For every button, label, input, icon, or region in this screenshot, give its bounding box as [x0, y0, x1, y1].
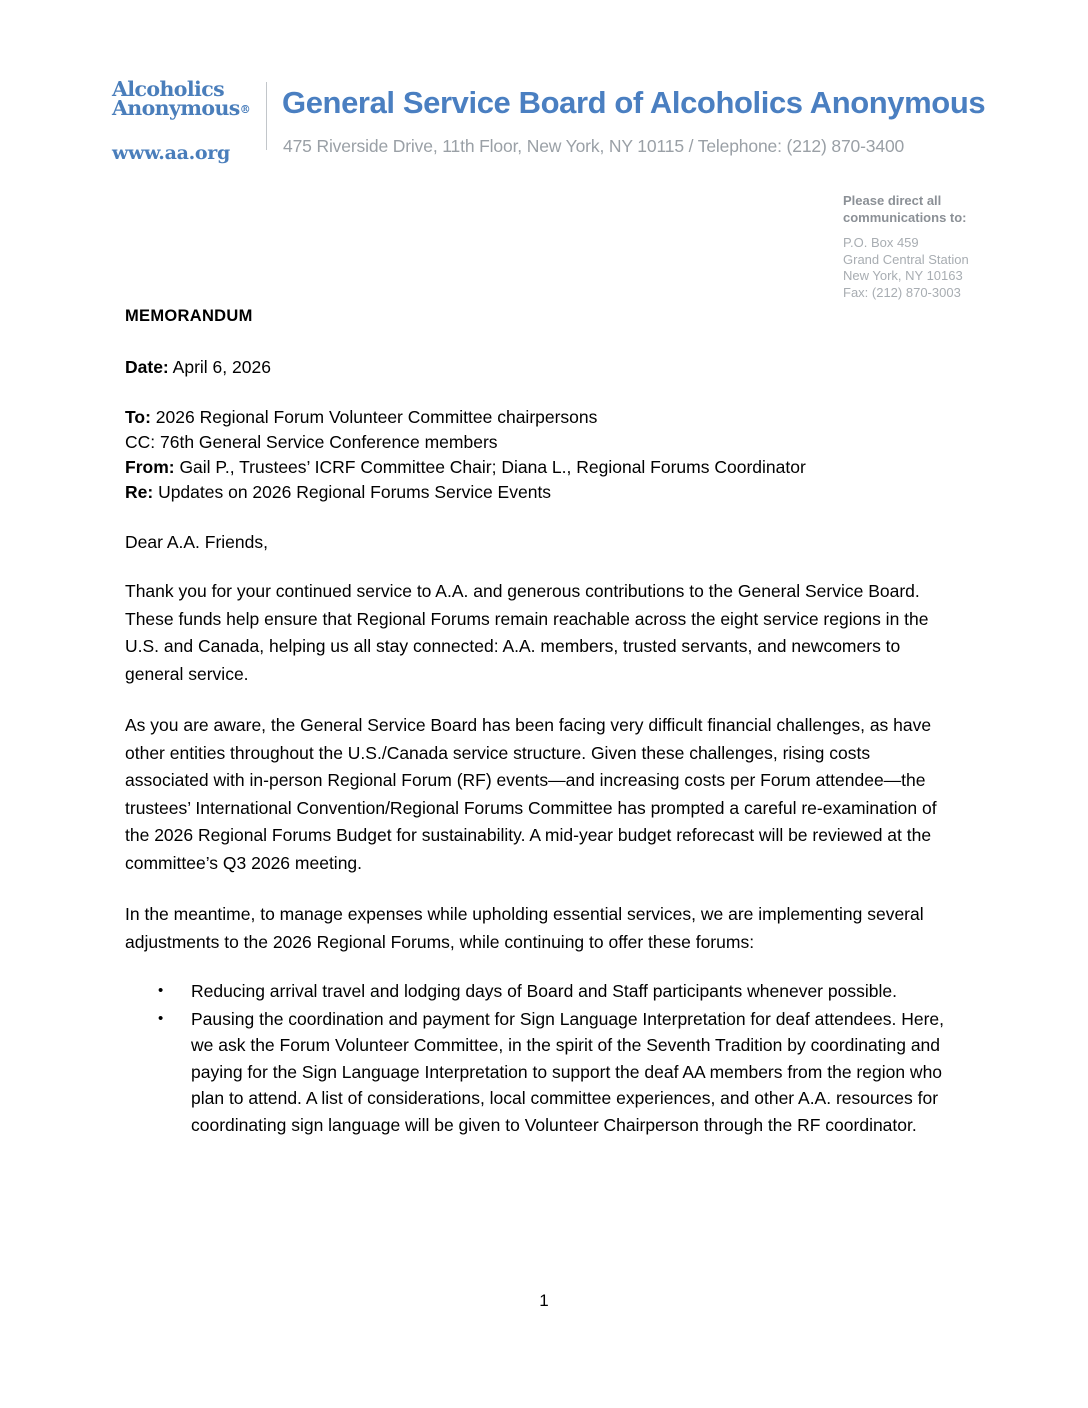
memo-re-line — [125, 480, 955, 505]
memo-date-value: April 6, 2026 — [168, 357, 271, 377]
letterhead — [0, 77, 1088, 180]
logo-line-anonymous — [112, 96, 260, 120]
contact-line-city: New York, NY 10163 — [843, 268, 963, 283]
memo-title: MEMORANDUM — [125, 307, 253, 325]
memo-meta-block — [125, 405, 955, 505]
contact-heading-line-2: communications to: — [843, 209, 967, 225]
memo-bullet-list — [125, 978, 955, 1138]
memo-re-value: Updates on 2026 Regional Forums Service Events — [153, 482, 552, 502]
memo-re-label: Re: — [125, 482, 154, 502]
memo-paragraph-2: As you are aware, the General Service Board has been facing very difficult financial challenges, as have other entities throughout the U.S./Canada service structure. Given these challenges, rising costs associated with in-person Regional Forum (RF) events—and increasing costs per Forum attendee—the trustees’ International Convention/Regional Forums Committee has prompted a careful re-examination of the 2026 Regional Forums Budget for sustainability. A mid-year budget reforecast will be reviewed at the committee’s Q3 2026 meeting. — [125, 715, 937, 873]
contact-address-lines — [843, 235, 1063, 301]
memo-salutation: Dear A.A. Friends, — [125, 532, 268, 552]
aa-website-url[interactable]: www.aa.org — [112, 142, 230, 164]
page-number: 1 — [539, 1291, 549, 1310]
contact-line-station: Grand Central Station — [843, 251, 969, 267]
list-item — [125, 978, 955, 1005]
memo-cc-label: CC: — [125, 432, 156, 452]
registered-trademark-icon: ® — [239, 103, 251, 116]
bullet-dot-icon: • — [158, 982, 164, 999]
return-address-block — [843, 193, 1063, 301]
list-item — [125, 1006, 955, 1139]
memo-paragraph-1: Thank you for your continued service to A.A. and generous contributions to the General Service Board. These funds help ensure that Regional Forums remain reachable across the eight service regions in the U.S. and Canada, helping us all stay connected: A.A. members, trusted servants, and newcomers to general service. — [125, 581, 929, 684]
organization-address: 475 Riverside Drive, 11th Floor, New York, NY 10115 / Telephone: (212) 870-3400 — [283, 136, 905, 156]
memo-to-value: 2026 Regional Forum Volunteer Committee chairpersons — [150, 407, 598, 427]
contact-heading-line-1: Please direct all — [843, 193, 942, 208]
letterhead-divider — [266, 82, 267, 150]
list-item-text: Pausing the coordination and payment for Sign Language Interpretation for deaf attendees. Here, we ask the Forum Volunteer Committee, in the spirit of the Seventh Tradition by coordinating and paying for the Sign Language Interpretation to support the deaf AA members from the region who plan to attend. A list of considerations, local committee experiences, and other A.A. resources for coordinating sign language will be given to Volunteer Chairperson through the RF coordinator. — [191, 1008, 945, 1135]
memo-date-label: Date: — [125, 357, 169, 377]
memo-date-line — [125, 355, 955, 379]
memo-cc-value: 76th General Service Conference members — [155, 432, 498, 452]
logo-line-alcoholics: Alcoholics — [112, 77, 225, 101]
memo-from-value: Gail P., Trustees’ ICRF Committee Chair; Diana L., Regional Forums Coordinator — [174, 457, 806, 477]
memo-to-label: To: — [125, 407, 151, 427]
memo-from-line — [125, 455, 955, 480]
memo-from-label: From: — [125, 457, 175, 477]
memo-body — [125, 305, 955, 1138]
organization-title: General Service Board of Alcoholics Anonymous — [282, 85, 986, 120]
aa-logo — [112, 77, 260, 164]
contact-heading — [843, 193, 1063, 226]
memo-to-line — [125, 405, 955, 430]
contact-line-po-box: P.O. Box 459 — [843, 235, 919, 250]
list-item-text: Reducing arrival travel and lodging days of Board and Staff participants whenever possible. — [191, 981, 897, 1001]
bullet-dot-icon: • — [158, 1009, 164, 1027]
memo-paragraph-3: In the meantime, to manage expenses while upholding essential services, we are implementing several adjustments to the 2026 Regional Forums, while continuing to offer these forums: — [125, 904, 924, 952]
memo-cc-line — [125, 430, 955, 455]
logo-anonymous-text: Anonymous — [112, 96, 240, 120]
contact-line-fax: Fax: (212) 870-3003 — [843, 284, 961, 300]
